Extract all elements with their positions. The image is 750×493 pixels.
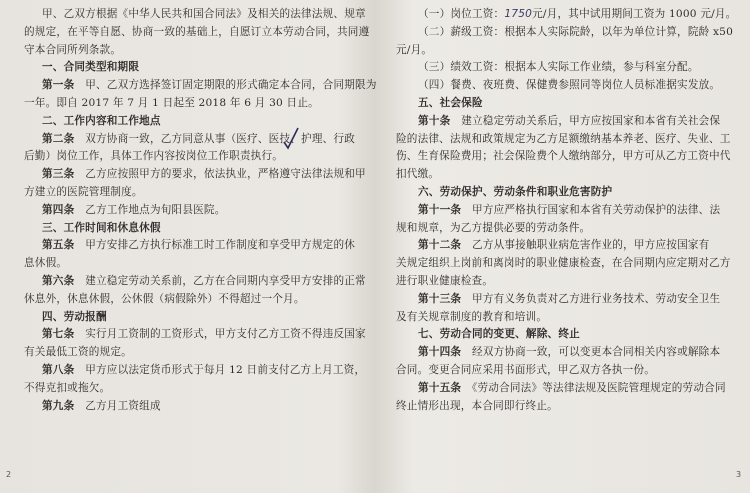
left-page-line [24, 309, 372, 327]
line-text: （四）餐费、夜班费、保健费参照同等岗位人员标准据实发放。 [418, 79, 721, 92]
line-text: 后勤）岗位工作，具体工作内容按岗位工作职责执行。 [24, 150, 284, 163]
left-page-line [24, 148, 372, 166]
right-page-line [396, 6, 740, 24]
left-page-line [24, 255, 372, 273]
article-number: 第十四条 [418, 346, 462, 359]
right-page-line [396, 77, 740, 95]
line-text: 守本合同所列条款。 [24, 43, 122, 56]
right-page-line [396, 95, 740, 113]
line-text: 乙方月工资组成 [85, 399, 161, 412]
line-text: 建立稳定劳动关系后，甲方应按国家和本省有关社会保 [461, 114, 721, 127]
left-page-number: 2 [6, 470, 12, 479]
article-number: 第十一条 [418, 203, 462, 216]
left-page-line [24, 59, 372, 77]
line-text: 规和规章，为乙方提供必要的劳动条件。 [396, 221, 591, 234]
right-page-line [396, 291, 740, 309]
right-page-line [396, 362, 740, 380]
line-text: 三、工作时间和休息休假 [42, 221, 161, 234]
line-text: 扣代缴。 [396, 168, 440, 181]
line-text: 元/月。 [396, 43, 433, 56]
left-page-line [24, 380, 372, 398]
line-text: 建立稳定劳动关系前，乙方在合同期内享受甲方安排的正常 [85, 274, 366, 287]
right-page-line [396, 42, 740, 60]
left-page-line [24, 24, 372, 42]
line-text: （二）薪级工资：根据本人实际院龄，以年为单位计算，院龄 x50 [418, 25, 734, 38]
left-page-line [24, 398, 372, 416]
line-text: 甲方应以法定货币形式于每月 12 日前支付乙方上月工资， [85, 363, 366, 376]
line-text: 甲、乙双方根据《中华人民共和国合同法》及相关的法律法规、规章 [42, 8, 366, 20]
line-text: （三）绩效工资：根据本人实际工作业绩，参与科室分配。 [418, 61, 699, 74]
left-page-line [24, 184, 372, 202]
right-page-line [396, 255, 740, 273]
left-page-line [24, 362, 372, 380]
article-number: 第十二条 [418, 239, 462, 252]
left-page-line [24, 220, 372, 238]
right-page-line [396, 237, 740, 255]
line-text: 的规定，在平等自愿、协商一致的基础上，自愿订立本劳动合同，共同遵 [24, 25, 370, 38]
line-text: 及有关规章制度的教育和培训。 [396, 310, 548, 323]
line-text: 七、劳动合同的变更、解除、终止 [418, 328, 580, 341]
right-page-line [396, 398, 740, 416]
line-text: 甲方安排乙方执行标准工时工作制度和享受甲方规定的休 [85, 239, 356, 252]
left-page-line [24, 6, 372, 24]
right-page-line [396, 59, 740, 77]
line-text: 不得克扣或拖欠。 [24, 381, 111, 394]
line-text: 双方协商一致，乙方同意从事（医疗、医技、护理、行政 [85, 132, 356, 145]
line-text: 方建立的医院管理制度。 [24, 185, 143, 198]
article-number: 第八条 [42, 363, 75, 376]
right-page-line [396, 148, 740, 166]
line-text: （一）岗位工资： [418, 8, 505, 20]
right-page-line [396, 202, 740, 220]
right-page-line [396, 344, 740, 362]
line-text: 甲方有义务负责对乙方进行业务技术、劳动安全卫生 [471, 292, 721, 305]
article-number: 第十五条 [418, 381, 462, 394]
left-page-line [24, 202, 372, 220]
line-text: 乙方从事接触职业病危害作业的，甲方应按国家有 [471, 239, 710, 252]
left-page-line [24, 291, 372, 309]
right-page [382, 0, 750, 493]
line-text: 《劳动合同法》等法律法规及医院管理规定的劳动合同 [471, 381, 726, 394]
right-page-line [396, 380, 740, 398]
right-page-line [396, 220, 740, 238]
article-number: 第十条 [418, 114, 451, 127]
left-page-line [24, 326, 372, 344]
line-text: 五、社会保险 [418, 96, 483, 109]
left-page-line [24, 237, 372, 255]
left-page-line [24, 113, 372, 131]
article-number: 第五条 [42, 239, 75, 252]
left-page-line [24, 166, 372, 184]
left-page-line [24, 95, 372, 113]
right-page-line [396, 309, 740, 327]
handwritten-amount: 1750 [504, 8, 533, 20]
article-number: 第一条 [42, 79, 75, 92]
right-page-line [396, 166, 740, 184]
article-number: 第三条 [42, 168, 75, 181]
article-number: 第七条 [42, 328, 75, 341]
line-text: 伤、生育保险费用；社会保险费个人缴纳部分，甲方可从乙方工资中代 [396, 150, 731, 163]
right-page-line [396, 24, 740, 42]
line-text: 实行月工资制的工资形式，甲方支付乙方工资不得违反国家 [85, 328, 366, 341]
right-page-line [396, 326, 740, 344]
article-number: 第九条 [42, 399, 75, 412]
line-text: 六、劳动保护、劳动条件和职业危害防护 [418, 185, 613, 198]
right-page-line [396, 113, 740, 131]
line-text: 有关最低工资的规定。 [24, 346, 132, 359]
line-text: 一年。即自 2017 年 7 月 1 日起至 2018 年 6 月 30 日止。 [24, 96, 319, 109]
line-text: 四、劳动报酬 [42, 310, 107, 323]
line-text: 二、工作内容和工作地点 [42, 114, 161, 127]
line-text: 险的法律、法规和政策规定为乙方足额缴纳基本养老、医疗、失业、工 [396, 132, 731, 145]
article-number: 第十三条 [418, 292, 462, 305]
line-text: 一、合同类型和期限 [42, 61, 140, 74]
line-text: 关规定组织上岗前和离岗时的职业健康检查，在合同期内应定期对乙方 [396, 257, 731, 270]
line-text: 休息外，休息休假，公休假（病假除外）不得超过一个月。 [24, 292, 305, 305]
article-number: 第二条 [42, 132, 75, 145]
line-text: 元/月，其中试用期间工资为 1000 元/月。 [532, 8, 737, 20]
left-page-line [24, 77, 377, 95]
left-page-line [24, 273, 372, 291]
line-text: 终止情形出现，本合同即行终止。 [396, 399, 558, 412]
line-text: 息休假。 [24, 257, 68, 270]
right-page-line [396, 184, 740, 202]
left-page-line [24, 131, 372, 149]
line-text: 经双方协商一致，可以变更本合同相关内容或解除本 [471, 346, 721, 359]
line-text: 合同。变更合同应采用书面形式，甲乙双方各执一份。 [396, 363, 656, 376]
line-text: 甲方应严格执行国家和本省有关劳动保护的法律、法 [471, 203, 721, 216]
left-page-line [24, 42, 372, 60]
line-text: 乙方应按照甲方的要求，依法执业，严格遵守法律法规和甲 [85, 168, 366, 181]
article-number: 第六条 [42, 274, 75, 287]
left-page-line [24, 344, 372, 362]
handwritten-check-mark [282, 126, 300, 154]
article-number: 第四条 [42, 203, 75, 216]
line-text: 进行职业健康检查。 [396, 274, 494, 287]
line-text: 乙方工作地点为旬阳县医院。 [85, 203, 226, 216]
right-page-number: 3 [736, 470, 742, 479]
right-page-line [396, 273, 740, 291]
right-page-line [396, 131, 740, 149]
line-text: 甲、乙双方选择签订固定期限的形式确定本合同，合同期限为 [85, 79, 377, 92]
